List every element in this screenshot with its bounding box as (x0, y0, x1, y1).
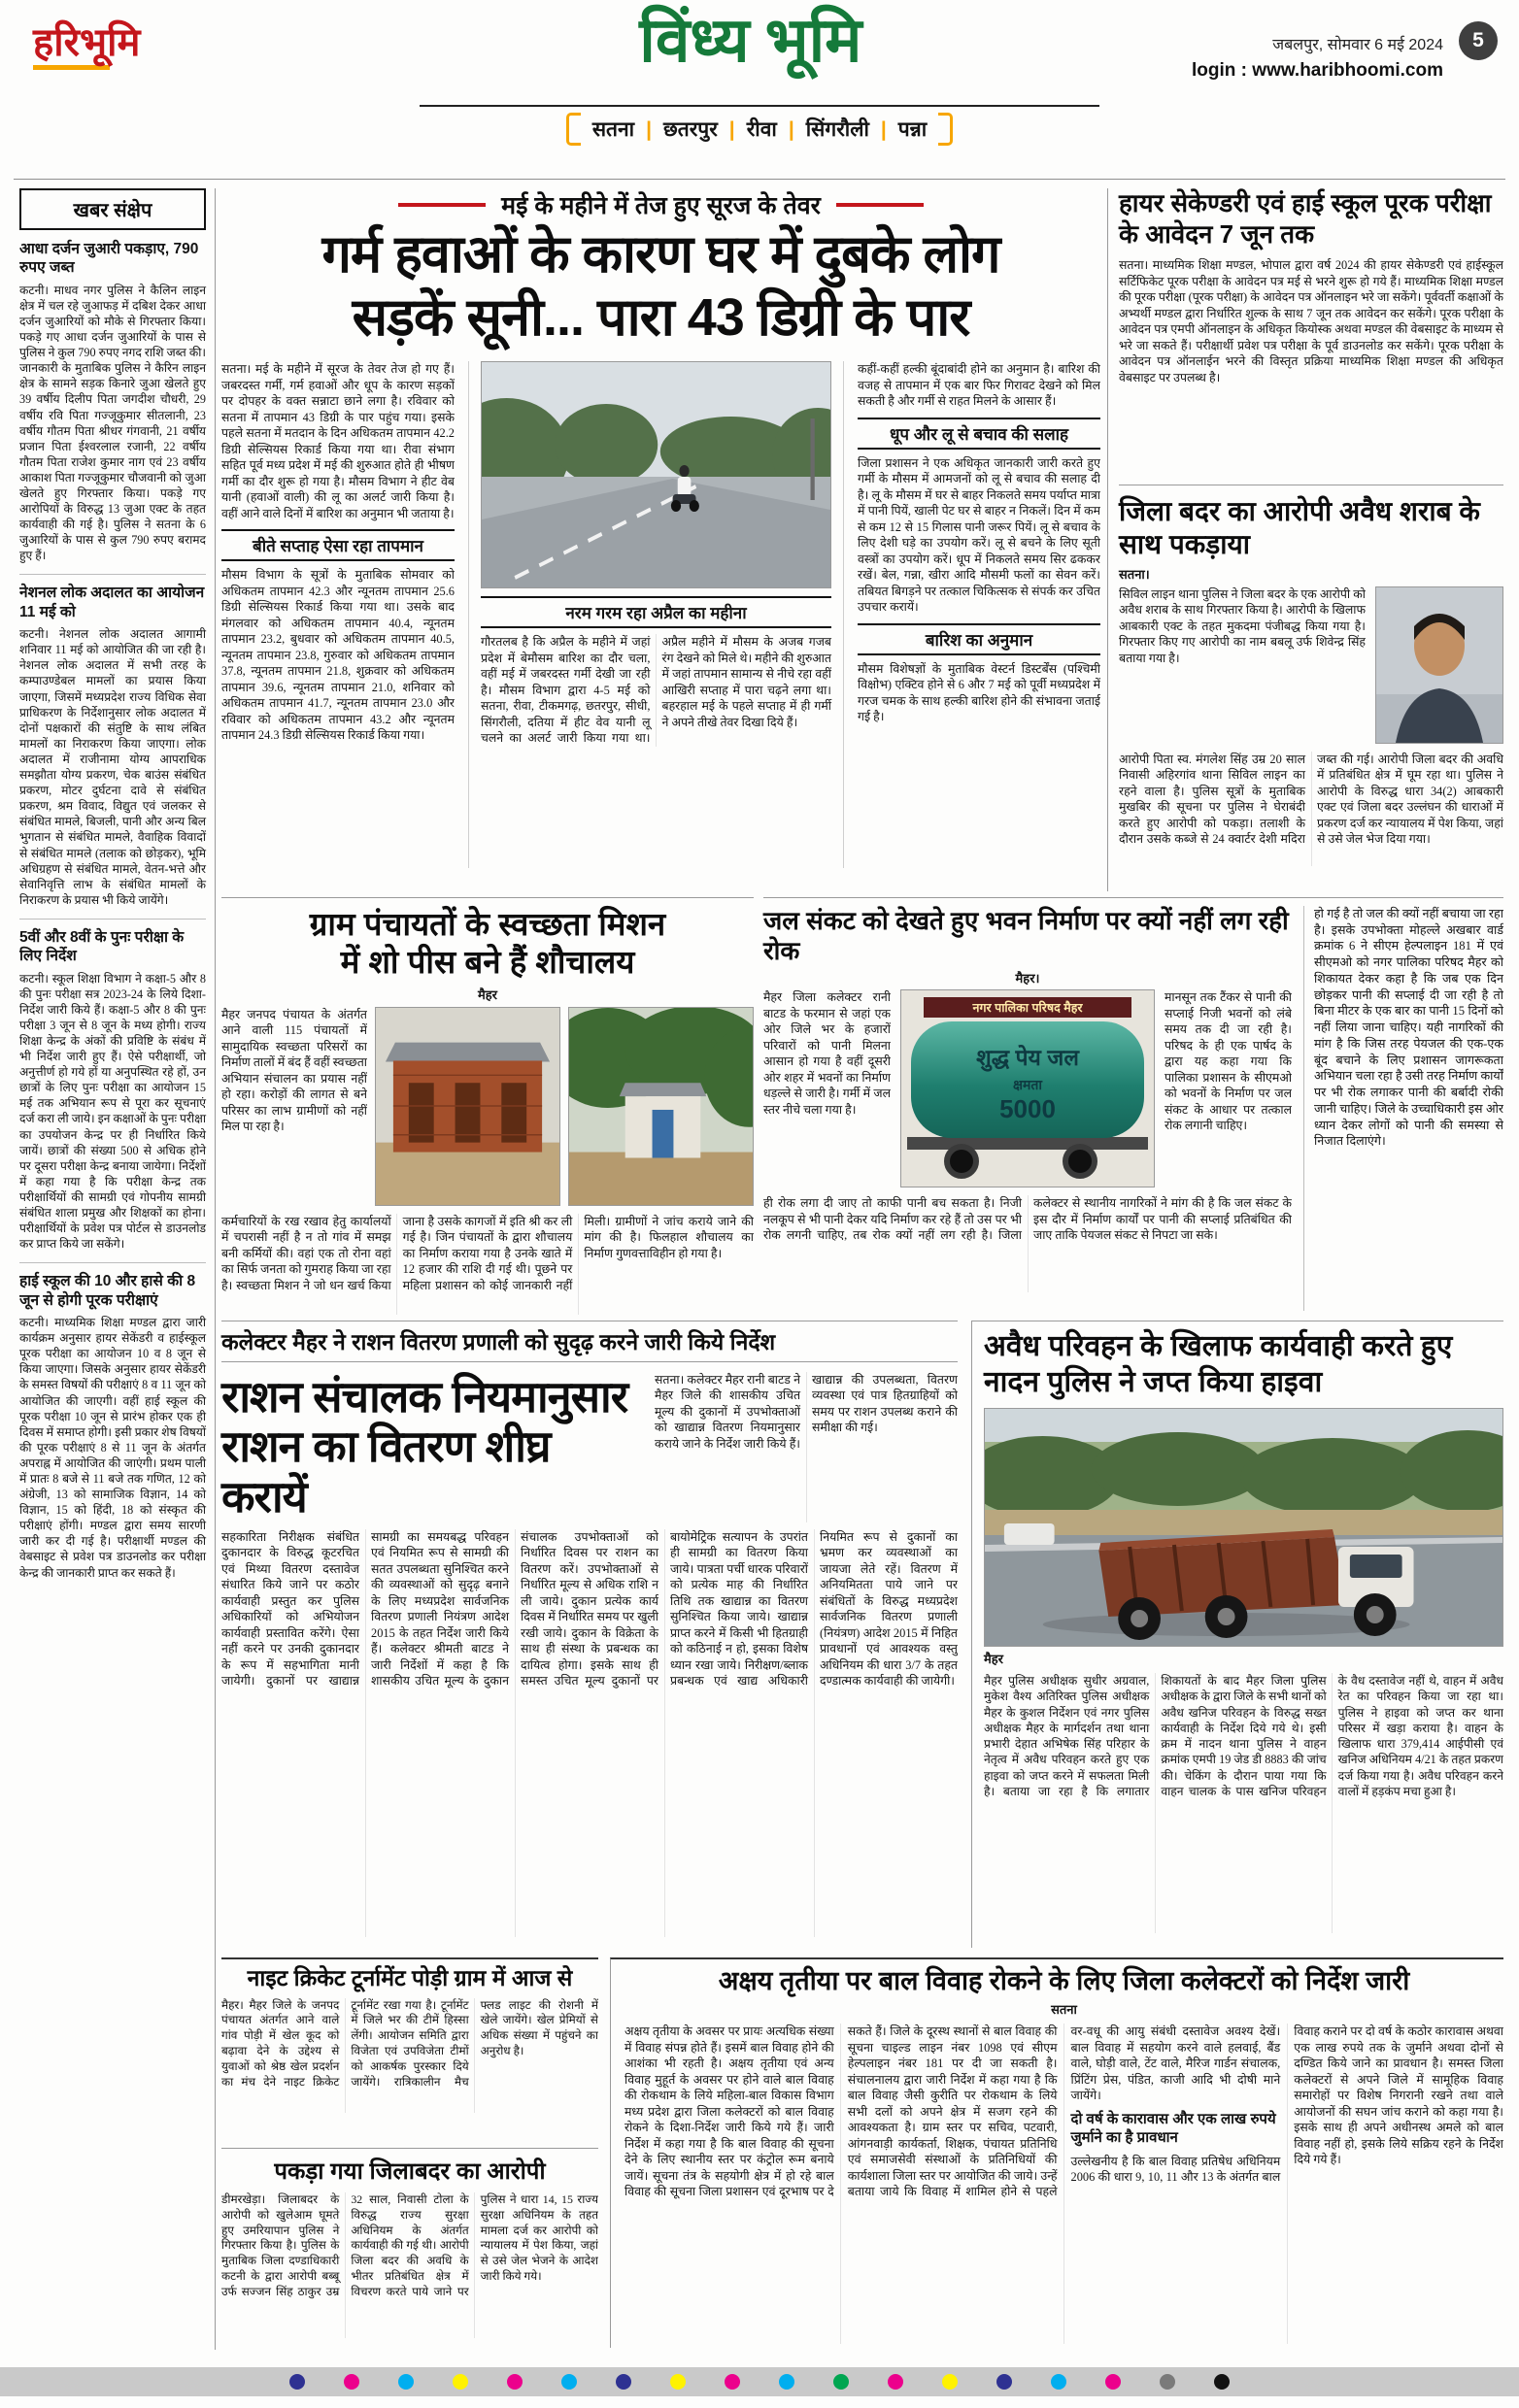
weather-col-left (221, 361, 455, 868)
liquor-arrest-headline: जिला बदर का आरोपी अवैध शराब के साथ पकड़ाया (1119, 496, 1480, 560)
masthead-rule (14, 179, 1505, 180)
district-exile-arrest-story (221, 2148, 598, 2348)
city-rewa: | रीवा (718, 116, 777, 143)
ration-body: सहकारिता निरीक्षक संबंधित दुकानदार के विरुद्ध कूटरचित एवं मिथ्या वितरण दस्तावेज संधारित किये जाने पर कठोर कार्यवाही प्रस्तुत कर पुलिस अधिकारियों को अभियोजन कार्यवाही प्रस्तावित करेंगे। ऐसा नहीं करने पर उनकी दुकानदार के रूप में सहभागिता मानी जायेगी। दुकानों पर खाद्यान्न सामग्री का समयबद्ध परिवहन एवं नियमित रूप से सामग्री की सतत उपलब्धता सुनिश्चित करने की व्यवस्थाओं को सुदृढ़ बनाने के लिए मध्यप्रदेश सार्वजनिक वितरण प्रणाली नियंत्रण आदेश 2015 के तहत निर्देश जारी किये हैं। कलेक्टर श्रीमती बाटड ने जारी निर्देशों में कहा है कि शासकीय उचित मूल्य के दुकान संचालक उपभोक्ताओं को निर्धारित दिवस पर राशन का वितरण करें। उपभोक्ताओं से निर्धारित मूल्य से अधिक राशि न ली जाये। दुकान प्रत्येक कार्य दिवस में निर्धारित समय पर खुली रखी जाये। दुकान के विक्रेता के साथ ही संस्था के प्रबन्धक का दायित्व होगा। इसके साथ ही समस्त उचित मूल्य दुकानों पर बायोमेट्रिक सत्यापन के उपरांत ही सामग्री का वितरण किया जाये। पात्रता पर्ची धारक परिवारों को प्रत्येक माह की निर्धारित तिथि तक खाद्यान्न का वितरण सुनिश्चित किया जाये। खाद्यान्न प्राप्त करने में किसी भी हितग्राही को कठिनाई न हो, इसका विशेष ध्यान रखा जाये। निरीक्षण/ब्लाक प्रबन्धक एवं खाद्य अधिकारी नियमित रूप से दुकानों का भ्रमण कर व्यवस्थाओं का जायजा लेते रहें। वितरण में अनियमितता पाये जाने पर संबंधितों के विरुद्ध मध्यप्रदेश सार्वजनिक वितरण प्रणाली (नियंत्रण) आदेश 2015 में निहित प्रावधानों एवं आवश्यक वस्तु अधिनियम की धारा 3/7 के तहत दण्डात्मक कार्यवाही की जायेगी। (221, 1529, 958, 1689)
brief-headline: नेशनल लोक अदालत का आयोजन 11 मई को (19, 585, 205, 620)
tanker-chassis (907, 1137, 1148, 1150)
registration-dot (942, 2374, 958, 2390)
registration-dot (398, 2374, 414, 2390)
kicker-rule-left (398, 203, 486, 207)
tanker-banner-text: नगर पालिका परिषद मैहर (924, 997, 1131, 1018)
tanker-wheel-rear (1063, 1144, 1097, 1179)
liquor-body: आरोपी पिता स्व. मंगलेश सिंह उम्र 20 साल निवासी अहिरगांव थाना सिविल लाइन का रहने वाला है। पुलिस सूत्रों के मुताबिक मुखबिर की सूचना पर पुलिस ने घेराबंदी करते हुए आरोपी को पकड़ा। तलाशी के दौरान उसके कब्जे से 24 क्वार्टर देशी मदिरा जब्त की गई। आरोपी जिला बदर की अवधि में प्रतिबंधित क्षेत्र में घूम रहा था। पुलिस ने आरोपी के विरुद्ध धारा 34(2) आबकारी एक्ट एवं जिला बदर उल्लंघन की धाराओं में प्रकरण दर्ज कर न्यायालय में पेश किया, जहां से उसे जेल भेज दिया गया। (1119, 752, 1503, 847)
ration-kicker: कलेक्टर मैहर ने राशन वितरण प्रणाली को सुदृढ़ करने जारी किये निर्देश (221, 1329, 958, 1362)
brief-body: कटनी। माध्यमिक शिक्षा मण्डल द्वारा जारी कार्यक्रम अनुसार हायर सेकेंडरी व हाईस्कूल पूरक परीक्षा का आयोजन 10 व 8 जून से किया जाएगा। जिसके अनुसार हायर सेकेंडरी के समस्त विषयों की परीक्षाएं 8 व 11 जून को आयोजित की जाएगी। वहीं हाई स्कूल की पूरक परीक्षा 10 जून से प्रारंभ होकर एक ही दिवस में समाप्त होगी। इसी प्रकार शेष विषयों की पूरक परीक्षाएं 8 से 11 जून के अंतर्गत अपराह्न में आयोजित की जाएंगी। प्रथम पाली में प्रातः 8 बजे से 11 बजे तक गणित, 12 को अंग्रेजी, 13 को सामाजिक विज्ञान, 14 को विज्ञान, 15 को हिंदी, 18 को संस्कृत की परीक्षाएं होंगी। मण्डल द्वारा समय सारणी जारी कर दी गई है। परीक्षार्थी मण्डल की वेबसाइट से प्रवेश पत्र डाउनलोड कर परीक्षा केन्द्र की जानकारी प्राप्त कर सकते हैं। (19, 1316, 206, 1580)
brief-body: कटनी। माधव नगर पुलिस ने कैलिन लाइन क्षेत्र में चल रहे जुआफड़ में दबिश देकर आधा दर्जन जुआरियों को मौके से गिरफ्तार किया। पकड़े गए आधा दर्जन जुआरियों के पास से पुलिस ने कुल 790 रुपए नगद राशि जब्त की। जानकारी के मुताबिक पुलिस ने कैरिन लाइन क्षेत्र के सामने सड़क किनारे जुआ खेलते हुए 39 वर्षीय दिलीप पिता जगदीश चौधरी, 29 वर्षीय रवि पिता गज्जूकुमार सीतलानी, 23 वर्षीय गौतम पिता श्रीधर गंगवानी, 21 वर्षीय प्रजान पिता ईश्वरलाल रजानी, 22 वर्षीय गौतम पिता राजेश कुमार नाग एवं 23 वर्षीय आकाश पिता गज्जूकुमार चौजवानी को जुआ खेलते हुए गिरफ्तार किया। पकड़े गए आरोपियों के विरुद्ध 13 जुआ एक्ट के तहत कार्यवाही की गई है। पुलिस ने सतना के 6 जुआरियों के पास से कुल 790 रुपए बरामद हुए हैं। (19, 283, 206, 563)
child-marriage-dateline: सतना (1051, 2002, 1077, 2018)
brief-headline: आधा दर्जन जुआरी पकड़ाए, 790 रुपए जब्त (19, 241, 199, 277)
city-panna: | पन्ना (869, 116, 927, 143)
toilet-village-art (569, 1008, 753, 1205)
child-marriage-story (610, 1957, 1503, 2348)
registration-dot (833, 2374, 849, 2390)
ration-headline-line1: राशन संचालक नियमानुसार (221, 1371, 628, 1421)
briefs-section-title: खबर संक्षेप (19, 188, 206, 230)
login-url[interactable]: login : www.haribhoomi.com (1192, 60, 1443, 81)
liquor-arrest-story (1119, 495, 1503, 865)
water-media-row (763, 989, 1292, 1187)
weather-col-middle (468, 361, 844, 868)
supplementary-exam-headline: हायर सेकेण्डरी एवं हाई स्कूल पूरक परीक्षा के आवेदन 7 जून तक (1119, 188, 1492, 249)
truck-photo-art (985, 1409, 1502, 1646)
toilet-body-lead: मैहर जनपद पंचायत के अंतर्गत आने वाली 115 पंचायतों में सामुदायिक स्वच्छता परिसरों का निर्माण तालों में बंद हैं वहीं स्वच्छता अभियान संचालन का प्रयास नहीं हो रहा। करोड़ों की लागत से बने परिसर का लाभ ग्रामीणों को नहीं मिल पा रहा है। (221, 1007, 367, 1134)
weather-forecast-body: मौसम विशेषज्ञों के मुताबिक वेस्टर्न डिस्टर्बेंस (पश्चिमी विक्षोभ) एक्टिव होने से 6 और 7 मई को पूर्वी मध्यप्रदेश में गरज चमक के साथ हल्की बारिश होने की संभावना जताई गई है। (858, 661, 1100, 724)
water-dateline: मैहर। (1015, 971, 1040, 987)
masthead (0, 0, 1519, 183)
toilet-brick-art (376, 1008, 559, 1205)
registration-dot (453, 2374, 468, 2390)
weather-subhead-april: नरम गरम रहा अप्रैल का महीना (481, 596, 831, 628)
water-headline: जल संकट को देखते हुए भवन निर्माण पर क्यों नहीं लग रही रोक (763, 906, 1289, 966)
tanker-label-5000: 5000 (999, 1094, 1056, 1124)
road-heatwave-photo (481, 361, 831, 588)
right-column (1107, 188, 1503, 891)
exile-headline: पकड़ा गया जिलाबदर का आरोपी (274, 2158, 546, 2185)
exile-body: डीमरखेड़ा। जिलाबदर के आरोपी को खुलेआम घूमते हुए उमरियापान पुलिस ने गिरफ्तार किया है। पुलिस के मुताबिक जिला दण्डाधिकारी कटनी के द्वारा आरोपी बब्बू उर्फ सज्जन सिंह ठाकुर उम्र 32 साल, निवासी टोला के विरुद्ध राज्य सुरक्षा अधिनियम के अंतर्गत कार्यवाही की गई थी। आरोपी जिला बदर की अवधि के भीतर प्रतिबंधित क्षेत्र में विचरण करते पाये जाने पर पुलिस ने धारा 14, 15 राज्य सुरक्षा अधिनियम के तहत मामला दर्ज कर आरोपी को न्यायालय में पेश किया, जहां से उसे जेल भेजने के आदेश जारी किये गये। (221, 2192, 598, 2298)
weather-subhead-advice: धूप और लू से बचाव की सलाह (858, 418, 1100, 450)
brief-item (19, 574, 206, 907)
ration-headline-line2: राशन का वितरण शीघ्र करायें (221, 1421, 551, 1522)
seized-truck-photo (984, 1408, 1503, 1647)
brand-logo: हरिभूमि (33, 23, 140, 70)
weather-subhead-temperature: बीते सप्ताह ऐसा रहा तापमान (221, 529, 455, 561)
page-number-badge: 5 (1459, 21, 1498, 60)
tanker-label-water: शुद्ध पेय जल (976, 1045, 1079, 1071)
city-satna: सतना (591, 118, 635, 141)
edition-dateline: जबलपुर, सोमवार 6 मई 2024 (1272, 37, 1443, 53)
child-marriage-subhead: दो वर्ष के कारावास और एक लाख रुपये जुर्माने का है प्रावधान (1070, 2110, 1276, 2147)
masthead-right (1192, 33, 1443, 82)
truck-headline: अवैध परिवहन के खिलाफ कार्यवाही करते हुए नादन पुलिस ने जप्त किया हाइवा (984, 1330, 1453, 1398)
weather-kicker-row (221, 188, 1100, 221)
weather-body-grid (221, 361, 1100, 868)
brief-item (19, 240, 206, 563)
toilet-dateline: मैहर (478, 987, 497, 1002)
toilet-scheme-story (221, 897, 754, 1311)
toilet-headline-line2: में शो पीस बने हैं शौचालय (340, 943, 635, 980)
truck-body: मैहर पुलिस अधीक्षक सुधीर अग्रवाल, मुकेश वैश्य अतिरिक्त पुलिस अधीक्षक मैहर के कुशल निर्देशन एवं नगर पुलिस अधीक्षक मैहर के मार्गदर्शन तथा थाना प्रभारी देहात अभिषेक सिंह परिहार के नेतृत्व में अवैध परिवहन करते हुए एक हाइवा को जप्त करने में सफलता मिली है। बताया जा रहा है कि लगातार शिकायतों के बाद मैहर जिला पुलिस अधीक्षक के द्वारा जिले के सभी थानों को अवैध खनिज परिवहन के विरुद्ध सख्त कार्यवाही के निर्देश दिये गये थे। इसी क्रम में नादन थाना पुलिस ने वाहन क्रमांक एमपी 19 जेड डी 8883 की जांच की। चेकिंग के दौरान पाया गया कि वाहन चालक के पास खनिज परिवहन के वैध दस्तावेज नहीं थे, वाहन में अवैध रेत का परिवहन किया जा रहा था। पुलिस ने हाइवा को जप्त कर थाना परिसर में खड़ा कराया है। वाहन के खिलाफ धारा 379,414 आईपीसी एवं खनिज अधिनियम 4/21 के तहत प्रकरण दर्ज किया गया है। अवैध परिवहन करने वालों में हड़कंप मचा हुआ है। (984, 1674, 1503, 1798)
weather-col-right (858, 361, 1100, 868)
truck-photo-caption: मैहर (984, 1652, 1003, 1667)
news-briefs-column (19, 188, 216, 2350)
brief-headline: हाई स्कूल की 10 और हासे की 8 जून से होगी पूरक परीक्षाएं (19, 1273, 196, 1309)
registration-dot (996, 2374, 1012, 2390)
kicker-rule-right (836, 203, 924, 207)
road-photo-art (482, 362, 830, 587)
registration-dot (1214, 2374, 1230, 2390)
toilet-brick-photo (375, 1007, 560, 1206)
weather-rain-relief: कहीं-कहीं हल्की बूंदाबांदी होने का अनुमान है। बारिश की वजह से तापमान में एक बार फिर गिरावट देखने को मिल सकती है और गर्मी से राहत मिलने के आसार हैं। (858, 362, 1100, 409)
weather-headline-line1: गर्म हवाओं के कारण घर में दुबके लोग (321, 225, 1000, 284)
registration-dot (344, 2374, 359, 2390)
water-crisis-story (763, 897, 1503, 1311)
registration-dot (561, 2374, 577, 2390)
water-main (763, 906, 1292, 1311)
toilet-village-photo (568, 1007, 754, 1206)
cities-strip (420, 105, 1099, 146)
brief-body: कटनी। स्कूल शिक्षा विभाग ने कक्षा-5 और 8 की पुनः परीक्षा सत्र 2023-24 के लिये दिशा-निर्देश जारी किये हैं। कक्षा-5 और 8 की पुनः परीक्षा 3 जून से 8 जून के मध्य होगी। राज्य शिक्षा केन्द्र के अंकों की प्रविष्टि के संबंध में भी निर्देश जारी हुए हैं। ऐसे परीक्षार्थी, जो अनुत्तीर्ण हो गये हों या अनुपस्थित रहे हों, उन छात्रों के लिए पुनः परीक्षा का आयोजन 15 मई तक अभियान रूप से पूरा कर सूचनाएं दर्ज करा ली जाये। इन कक्षाओं के पुनः परीक्षा का उपयोजन केन्द्र पर ही निर्धारित किये जायें। छात्रों की संख्या 500 से अधिक होने पर दूसरा परीक्षा केन्द्र बनाया जायेगा। निर्देशों में कहा गया है कि परीक्षा केन्द्र तक परीक्षार्थियों की सामग्री एवं गोपनीय सामग्री संबंधित शाला प्रमुख और शिक्षकों का होना। परीक्षार्थियों के प्रवेश पत्र पोर्टल से डाउनलोड कर प्राप्त किये जा सकेंगे। (19, 971, 206, 1252)
cricket-headline: नाइट क्रिकेट टूर्नामेंट पोड़ी ग्राम में आज से (247, 1965, 573, 1990)
ration-distribution-story (221, 1321, 958, 1948)
toilet-headline-line1: ग्राम पंचायतों के स्वच्छता मिशन (309, 906, 666, 942)
weather-advice-body: जिला प्रशासन ने एक अधिकृत जानकारी जारी करते हुए गर्मी के मौसम में आमजनों को लू से बचाव की सलाह दी है। लू के मौसम में घर से बाहर निकलते समय पर्याप्त मात्रा में पानी पियें, खाली पेट घर से बाहर न निकलें। दिन में कम से कम 12 से 15 गिलास पानी जरूर पियें। लू से बचाव के लिए देशी घड़े का उपयोग करें। लू से बचने के लिए सूती वस्त्रों का उपयोग करें। धूप में निकलते समय सिर ढककर रखें। बेल, गन्ना, खीरा आदि मौसमी फलों का सेवन करें। तबियत बिगड़ने पर तत्काल चिकित्सक से संपर्क कर उचित उपचार करायें। (858, 455, 1100, 615)
tanker-wheel-front (944, 1144, 979, 1179)
night-cricket-story (221, 1957, 598, 2142)
weather-lead-story (221, 188, 1100, 891)
weather-temperature-body: मौसम विभाग के सूत्रों के मुताबिक सोमवार को अधिकतम तापमान 42.3 और न्यूनतम तापमान 25.6 डिग्री सेल्सियस रिकार्ड किया गया था। उसके बाद मंगलवार को अधिकतम तापमान 40.4, न्यूनतम तापमान 23.2, बुधवार को अधिकतम तापमान 40.5, न्यूनतम तापमान 23.8, गुरुवार को अधिकतम तापमान 37.8, न्यूनतम तापमान 21.8, शुक्रवार को अधिकतम तापमान 39.6, न्यूनतम तापमान 21.0, शनिवार को अधिकतम तापमान 41.7, न्यूनतम तापमान 23.0 और रविवार को अधिकतम तापमान 43.2 और न्यूनतम तापमान 24.3 डिग्री सेल्सियस रिकार्ड किया गया। (221, 568, 455, 743)
left-bracket-icon (566, 113, 581, 146)
mugshot-art (1376, 587, 1502, 743)
supplementary-exam-body: सतना। माध्यमिक शिक्षा मण्डल, भोपाल द्वारा वर्ष 2024 की हायर सेकेण्डरी एवं हाईस्कूल सर्टिफिकेट पूरक परीक्षा के आवेदन पत्र मई से भरने शुरू हो गये हैं। माध्यमिक शिक्षा मण्डल की पूरक परीक्षा (पूरक परीक्षा) के आवेदन पत्र ऑनलाइन भरे जा सकेंगे। पूर्ववर्ती कक्षाओं के अभ्यर्थी मण्डल द्वारा निर्धारित शुल्क के साथ 7 जून तक आवेदन कर सकेंगे। पूरक परीक्षा के आवेदन पत्र एमपी ऑनलाइन के अधिकृत कियोस्क अथवा मण्डल की वेबसाइट के माध्यम से भरे जा सकते हैं। परीक्षार्थी प्रवेश पत्र परीक्षा के पूर्व डाउनलोड कर सकेंगे। पूरक परीक्षा के आवेदन पत्र ऑनलाईन भरने की विस्तृत प्रक्रिया माध्यमिक शिक्षा मण्डल की अधिकृत वेबसाइट पर उपलब्ध है। (1119, 258, 1503, 385)
weather-kicker: मई के महीने में तेज हुए सूरज के तेवर (501, 192, 821, 219)
tanker-labels (901, 1041, 1154, 1124)
weather-headline-line2: सड़कें सूनी... पारा 43 डिग्री के पार (352, 288, 970, 348)
cities-list (592, 116, 927, 143)
weather-april-body: गौरतलब है कि अप्रैल के महीने में जहां प्रदेश में बेमौसम बारिश का दौर चला, वहीं मई में जबरदस्त गर्मी देखी जा रही है। मौसम विभाग द्वारा 4-5 मई को सतना, रीवा, टीकमगढ़, छतरपुर, सीधी, सिंगरौली, दतिया में हीट वेव यानी लू चलने का अलर्ट जारी किया गया था। अप्रैल महीने में मौसम के अजब गजब रंग देखने को मिले थे। महीने की शुरुआत में जहां तापमान सामान्य से नीचे रहा वहीं आखिरी सप्ताह में पारा चढ़ने लगा था। बहरहाल मई के पहले सप्ताह में ही गर्मी ने अपने तीखे तेवर दिखा दिये हैं। (481, 635, 831, 746)
registration-dot (289, 2374, 305, 2390)
cricket-body: मैहर। मैहर जिले के जनपद पंचायत अंतर्गत आने वाले गांव पोड़ी में खेल कूद को बढ़ावा देने के उद्देश्य से युवाओं को श्रेष्ठ खेल प्रदर्शन का मंच देने नाइट क्रिकेट टूर्नामेंट रखा गया है। टूर्नामेंट में जिले भर की टीमें हिस्सा लेंगी। आयोजन समिति द्वारा विजेता एवं उपविजेता टीमों को आकर्षक पुरस्कार दिये जायेंगे। रात्रिकालीन मैच फ्लड लाइट की रोशनी में खेले जायेंगे। खेल प्रेमियों से अधिक संख्या में पहुंचने का अनुरोध है। (221, 1997, 598, 2089)
water-tanker-photo (900, 989, 1155, 1187)
registration-dot (1051, 2374, 1066, 2390)
color-dots (289, 2374, 1230, 2390)
weather-subhead-forecast: बारिश का अनुमान (858, 623, 1100, 655)
ration-headline (221, 1372, 641, 1522)
registration-dot (507, 2374, 523, 2390)
city-singrauli: | सिंगरौली (777, 116, 869, 143)
child-marriage-body2: उल्लेखनीय है कि बाल विवाह प्रतिषेध अधिनियम 2006 की धारा 9, 10, 11 और 13 के अंतर्गत बाल विवाह कराने पर दो वर्ष के कठोर कारावास अथवा एक लाख रुपये तक के जुर्माने अथवा दोनों से दण्डित किये जाने का प्रावधान है। समस्त जिला कलेक्टरों से अपने जिले में सामूहिक विवाह समारोहों पर विशेष निगरानी रखने तथा वाले आयोजनों की सघन जांच कराने को कहा गया है। इसके साथ ही अपने अधीनस्थ अमले को बाल विवाह नहीं हो, इसके लिये सक्रिय रहने के निर्देश दिये गये हैं। (1070, 2024, 1503, 2185)
registration-dot (779, 2374, 794, 2390)
water-body-bottom: ही रोक लगा दी जाए तो काफी पानी बच सकता है। निजी नलकूप से भी पानी देकर यदि निर्माण कर रहे हैं तो उस पर भी रोक लगनी चाहिए, तब रोक क्यों नहीं लग रही है। जिला कलेक्टर से स्थानीय नागरिकों ने मांग की है कि जल संकट के इस दौर में निर्माण कार्यों पर पानी की सप्लाई प्रतिबंधित की जाए ताकि पेयजल संकट से निपटा जा सके। (763, 1196, 1292, 1243)
edition-title: विंध्य भूमि (639, 6, 862, 75)
truck-seizure-story (971, 1321, 1503, 1948)
liquor-dateline: सतना। (1119, 566, 1150, 582)
ration-intro: सतना। कलेक्टर मैहर रानी बाटड ने मैहर जिले की शासकीय उचित मूल्य की दुकानों में उपभोक्ताओं को खाद्यान्न वितरण नियमानुसार कराये जाने के निर्देश जारी किये हैं। खाद्यान्न की उपलब्धता, वितरण व्यवस्था एवं पात्र हितग्राहियों को समय पर राशन उपलब्ध कराने की समीक्षा की गई। (655, 1372, 958, 1451)
toilet-media-row (221, 1007, 754, 1206)
tanker-label-capacity: क्षमता (1012, 1077, 1043, 1093)
child-marriage-body-columns (624, 2023, 1503, 2344)
ration-top-row (221, 1371, 958, 1522)
liquor-body-lead: सिविल लाइन थाना पुलिस ने जिला बदर के एक आरोपी को अवैध शराब के साथ गिरफ्तार किया है। आरोपी के खिलाफ आबकारी एक्ट के तहत मुकदमा पंजीबद्ध किया गया है। गिरफ्तार किए गए आरोपी का नाम बबलू उर्फ शिवेन्द्र सिंह बताया गया है। (1119, 586, 1366, 665)
water-body-right: मानसून तक टैंकर से पानी की सप्लाई निजी भवनों को लंबे समय तक दी जा रही है। परिषद के ही एक पार्षद के द्वारा यह कहा गया कि पालिका प्रशासन के सीएमओ को भवनों के निर्माण पर जल संकट के आधार पर तत्काल रोक लगानी चाहिए। (1165, 990, 1292, 1133)
child-marriage-headline: अक्षय तृतीया पर बाल विवाह रोकने के लिए जिला कलेक्टरों को निर्देश जारी (718, 1966, 1410, 1995)
color-registration-strip (0, 2367, 1519, 2396)
water-sidebar-column: हो गई है तो जल की क्यों नहीं बचाया जा रहा है। इसके उपभोक्ता मोहल्ले अखबार वार्ड क्रमांक 6 ने सीएम हेल्पलाइन 181 में एवं सीएमओ को नगर पालिका परिषद मैहर को शिकायत देकर कहा है कि जब एक दिन छोड़कर पानी की सप्लाई दी जा रही है तो बिना मीटर के एक बार का पानी 15 दिनों को नहीं लिया जाना चाहिए। यही नागरिकों की मांग है कि जिस तरह पेयजल की एक-एक बूंद बचाने के लिए प्रशासन जागरूकता अभियान चला रहा है उसी तरह निर्माण कार्यों पर भी रोक लगाकर पानी की बर्बादी रोकी जानी चाहिए। जिले के उच्चाधिकारी इस ओर ध्यान देकर लोगों को पानी की समस्या से निजात दिलाएंगे। (1303, 906, 1503, 1311)
registration-dot (616, 2374, 631, 2390)
weather-intro: सतना। मई के महीने में सूरज के तेवर तेज हो गए हैं। जबरदस्त गर्मी, गर्म हवाओं और धूप के कारण सड़कों पर दोपहर के वक्त सन्नाटा छाने लगा है। रविवार को सतना में तापमान 43 डिग्री के पार पहुंच गया। इसके पहले सतना में मतदान के दिन अधिकतम तापमान 42.2 डिग्री सेल्सियस रिकार्ड किया गया था। रीवा संभाग सहित पूर्व मध्य प्रदेश में मई की शुरुआत होते ही भीषण गर्मी का दौर शुरू हो गया है। मौसम विभाग ने हीट वेब यानी (हवाओं वाली) की लू का अलर्ट जारी किया है। वहीं आने वाले दिनों में बारिश का अनुमान भी जताया है। (221, 362, 455, 520)
water-body-left: मैहर जिला कलेक्टर रानी बाटड के फरमान से जहां एक ओर जिले भर के हजारों परिवारों को पानी मिलना आसान हो गया है वहीं दूसरी ओर शहर में भवनों का निर्माण धड़ल्ले से जारी है। गर्मी में जल स्तर नीचे चला गया है। (763, 990, 891, 1117)
right-bracket-icon (938, 113, 953, 146)
brief-item (19, 1262, 206, 1580)
brief-headline: 5वीं और 8वीं के पुनः परीक्षा के लिए निर्देश (19, 928, 185, 965)
supplementary-exam-story (1119, 188, 1503, 475)
brief-body: कटनी। नेशनल लोक अदालत आगामी शनिवार 11 मई को आयोजित की जा रही है। नेशनल लोक अदालत में सभी तरह के कम्पाउण्डेबल मामलों का प्रयास किया जाएगा, जिसमें मध्यप्रदेश राज्य विधिक सेवा प्राधिकरण के निर्देशानुसार लोक अदालत में दोनों पक्षकारों की संतुष्टि के साथ लंबित मामलों का निराकरण किया जाएगा। लोक अदालत में राजीनामा योग्य आपराधिक समझौता योग्य प्रकरण, चेक बाउंस संबंधित प्रकरण, मोटर दुर्घटना दावे से संबंधित प्रकरण, श्रम विवाद, विद्युत एवं जलकर से संबंधित मामले, बिजली, पानी और अन्य बिल भुगतान से संबंधित मामले, वैवाहिक विवादों से संबंधित मामले (तलाक को छोड़कर), भूमि अधिग्रहण से संबंधित मामले, वेतन-भत्ते और सेवानिवृत्ति लाभ के संबंधित मामलों के निराकरण के प्रयास भी किये जायेंगे। (19, 627, 206, 907)
registration-dot (1160, 2374, 1175, 2390)
registration-dot (725, 2374, 740, 2390)
brief-item (19, 919, 206, 1252)
toilet-body: कर्मचारियों के रख रखाव हेतु कार्यालयों में चपरासी नहीं है न तो गांव में समझ बनी कर्मियों की। वहां एक तो रोना वहां का सिर्फ जनता को गुमराह किया जा रहा है। स्वच्छता मिशन ने जो धन खर्च किया जाना है उसके कागजों में इति श्री कर ली गई है। जिन पंचायतों के द्वारा शौचालय का निर्माण कराया गया है उनके खाते में 12 हजार की राशि दी गई थी। पूछने पर महिला प्रशासन को कोई जानकारी नहीं मिली। ग्रामीणों ने जांच कराये जाने की मांग की है। फिलहाल शौचालय का निर्माण गुणवत्ताविहीन हो गया है। (221, 1214, 754, 1292)
city-chhatarpur: | छतरपुर (634, 116, 718, 143)
registration-dot (670, 2374, 686, 2390)
child-marriage-body: अक्षय तृतीया के अवसर पर प्रायः अत्यधिक संख्या में विवाह संपन्न होते हैं। इसमें बाल विवाह होने की आशंका भी रहती है। अक्षय तृतीया एवं अन्य विवाह मुहूर्त के अवसर पर होने वाले बाल विवाह की रोकथाम के लिये महिला-बाल विकास विभाग मध्य प्रदेश द्वारा जिला कलेक्टरों को बाल विवाह रोकने के दिशा-निर्देश जारी किये गये हैं। जारी निर्देश में कहा गया है कि बाल विवाह की सूचना देने के लिए स्थानीय स्तर पर कंट्रोल रूम बनाये जायें। सूचना तंत्र के सहयोगी क्षेत्र में हो रहे बाल विवाह की सूचना जिला प्रशासन एवं दूरभाष पर दे सकते हैं। जिले के दूरस्थ स्थानों से बाल विवाह की सूचना चाइल्ड लाइन नंबर 1098 एवं सीएम हेल्पलाइन नंबर 181 पर दी जा सकती है। संचालनालय द्वारा जारी निर्देश में कहा गया है कि बाल विवाह जैसी कुरीति पर रोकथाम के लिये सभी दलों को अपने क्षेत्र में सजग रहने की आवश्यकता है। ग्राम स्तर पर सचिव, पटवारी, आंगनवाड़ी कार्यकर्ता, शिक्षक, पंचायत प्रतिनिधि एवं समाजसेवी संस्थाओं के प्रतिनिधियों की कार्यशाला जिला स्तर पर आयोजित की जाये। उन्हें बताया जाये कि विवाह में शामिल होने से पहले वर-वधू की आयु संबंधी दस्तावेज अवश्य देखें। बाल विवाह में सहयोग करने वाले हलवाई, बैंड वाले, घोड़ी वाले, टेंट वाले, मैरिज गार्डन संचालक, प्रिंटिंग प्रेस, पंडित, काजी आदि भी दोषी माने जायेंगे। (624, 2024, 1281, 2199)
registration-dot (1105, 2374, 1121, 2390)
liquor-body-row (1119, 586, 1503, 744)
registration-dot (888, 2374, 903, 2390)
accused-mugshot-photo (1375, 586, 1503, 744)
